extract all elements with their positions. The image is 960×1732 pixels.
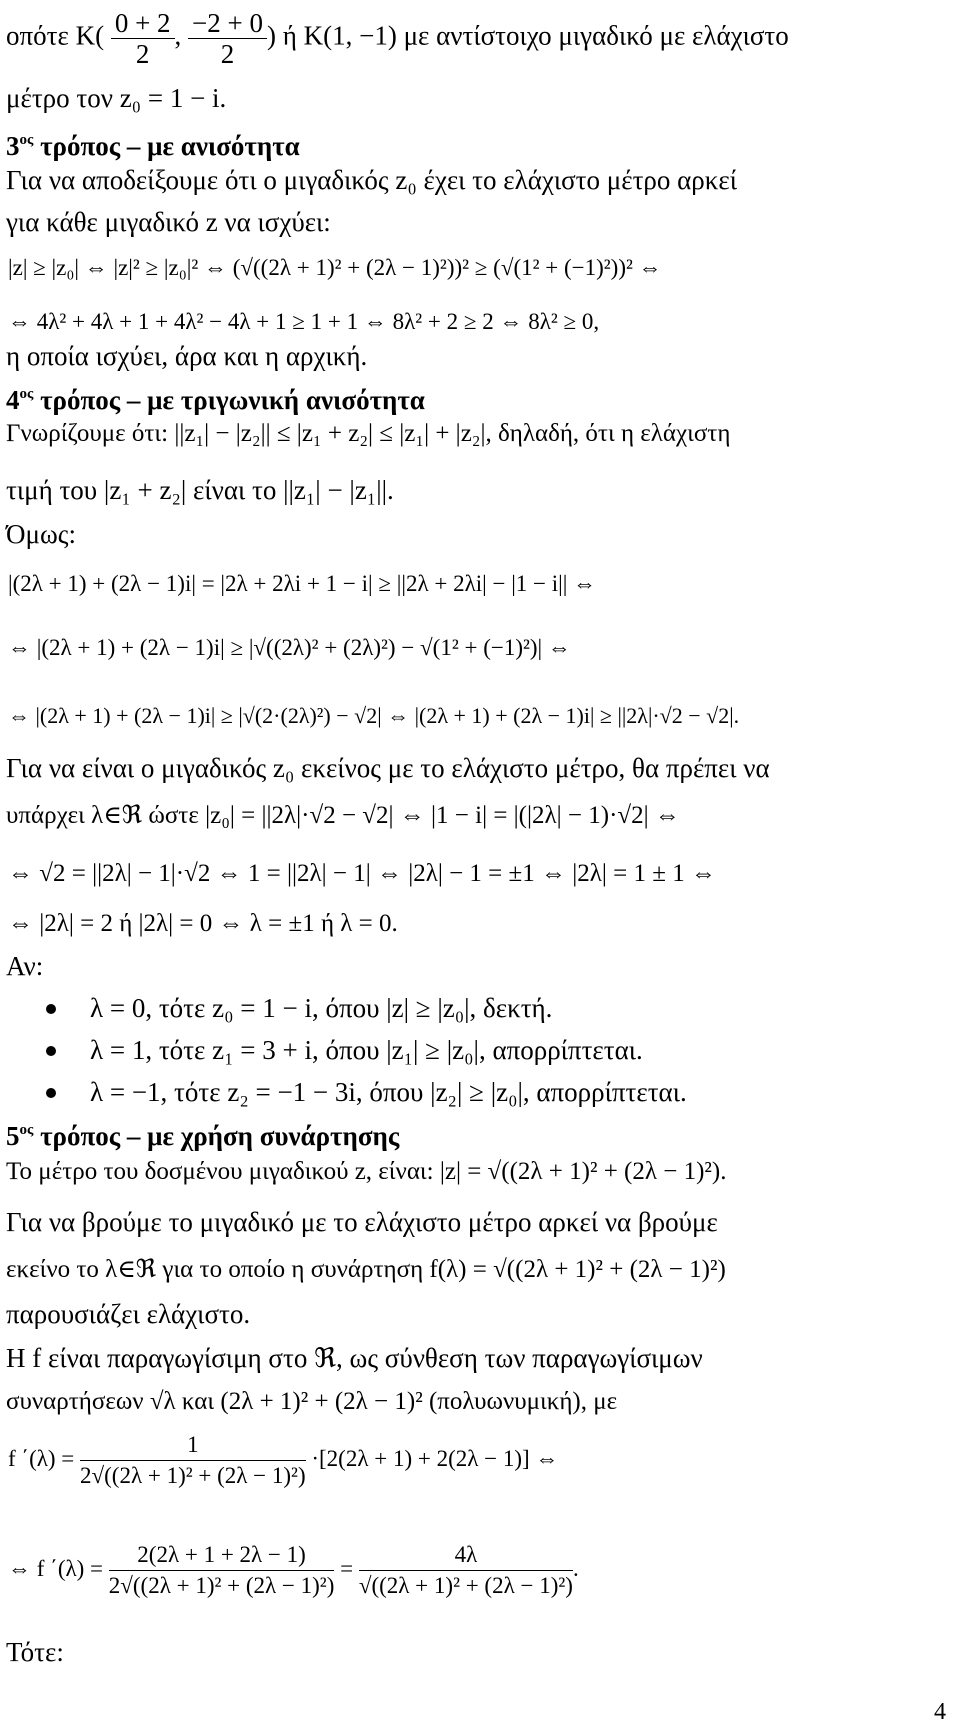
heading-number: 4 xyxy=(6,385,20,415)
denominator: √((2λ + 1)² + (2λ − 1)²) xyxy=(358,1573,573,1598)
text-segment: f ΄(λ) = xyxy=(8,1445,75,1471)
fraction xyxy=(359,1540,573,1601)
text-line: για κάθε μιγαδικό z να ισχύει: xyxy=(6,207,331,237)
equation-line: υπάρχει λ∈ℜ ώστε |z₀| = ||2λ|·√2 − √2| ⇔ |1 − i| = |(|2λ| − 1)·√2| ⇔ xyxy=(6,802,680,829)
text-segment: ⇔ f ΄(λ) = xyxy=(8,1555,104,1581)
section-heading-method-3 xyxy=(6,124,300,162)
fraction xyxy=(80,1430,306,1491)
text-line: παρουσιάζει ελάχιστο. xyxy=(6,1299,251,1329)
text-segment: , xyxy=(174,20,182,51)
denominator: 2√((2λ + 1)² + (2λ − 1)²) xyxy=(108,1573,335,1598)
equation-line: ⇔ |(2λ + 1) + (2λ − 1)i| ≥ |√(2·(2λ)²) − √2| ⇔ |(2λ + 1) + (2λ − 1)i| ≥ ||2λ|·√2 − √2|. xyxy=(8,703,740,728)
fraction xyxy=(109,1540,335,1601)
bullet-icon xyxy=(46,1004,56,1014)
text-segment: ·[2(2λ + 1) + 2(2λ − 1)] ⇔ xyxy=(311,1445,559,1471)
list-item: λ = 1, τότε z₁ = 3 + i, όπου |z₁| ≥ |z₀|, απορρίπτεται. xyxy=(90,1035,643,1065)
equation-line: ⇔ |(2λ + 1) + (2λ − 1)i| ≥ |√((2λ)² + (2λ)²) − √(1² + (−1)²)| ⇔ xyxy=(8,635,571,660)
heading-sup: ος xyxy=(19,386,34,402)
numerator: 2(2λ + 1 + 2λ − 1) xyxy=(109,1540,335,1571)
section-heading-method-4 xyxy=(6,378,425,416)
text-line: Τότε: xyxy=(6,1637,64,1667)
fraction-y xyxy=(188,8,267,69)
numerator: −2 + 0 xyxy=(188,8,267,39)
text-segment: οπότε Κ( xyxy=(6,20,105,51)
text-segment: ) ή Κ(1, −1) με αντίστοιχο μιγαδικό με ελάχιστο xyxy=(267,20,789,51)
list-item: λ = −1, τότε z₂ = −1 − 3i, όπου |z₂| ≥ |z₀|, απορρίπτεται. xyxy=(90,1077,687,1107)
derivative-line-1 xyxy=(8,1430,558,1491)
heading-sup: ος xyxy=(19,132,34,148)
bullet-icon xyxy=(46,1046,56,1056)
text-line: Για να βρούμε το μιγαδικό με το ελάχιστο μέτρο αρκεί να βρούμε xyxy=(6,1207,718,1237)
heading-text: τρόπος – με ανισότητα xyxy=(33,131,300,161)
text-segment: = xyxy=(340,1555,354,1581)
text-line: Γνωρίζουμε ότι: ||z₁| − |z₂|| ≤ |z₁ + z₂| ≤ |z₁| + |z₂|, δηλαδή, ότι η ελάχιστη xyxy=(6,420,731,447)
heading-text: τρόπος – με τριγωνική ανισότητα xyxy=(33,385,425,415)
text-line: Αν: xyxy=(6,951,44,981)
heading-number: 3 xyxy=(6,131,20,161)
heading-sup: ος xyxy=(19,1122,34,1138)
text-segment: . xyxy=(572,1555,579,1581)
heading-number: 5 xyxy=(6,1121,20,1151)
text-line: συναρτήσεων √λ και (2λ + 1)² + (2λ − 1)² (πολυωνυμική), με xyxy=(6,1388,618,1415)
numerator: 0 + 2 xyxy=(111,8,175,39)
fraction-x xyxy=(111,8,175,69)
equation-line: ⇔ |2λ| = 2 ή |2λ| = 0 ⇔ λ = ±1 ή λ = 0. xyxy=(8,910,398,937)
denominator: 2 xyxy=(135,39,150,69)
equation-line: |(2λ + 1) + (2λ − 1)i| = |2λ + 2λi + 1 − i| ≥ ||2λ + 2λi| − |1 − i|| ⇔ xyxy=(8,571,597,596)
section-heading-method-5 xyxy=(6,1114,399,1152)
text-line: η οποία ισχύει, άρα και η αρχική. xyxy=(6,341,368,371)
derivative-line-2 xyxy=(8,1540,579,1601)
bullet-icon xyxy=(46,1088,56,1098)
equation-line: |z| ≥ |z₀| ⇔ |z|² ≥ |z₀|² ⇔ (√((2λ + 1)² + (2λ − 1)²))² ≥ (√(1² + (−1)²))² ⇔ xyxy=(8,255,662,280)
text-line: μέτρο τον z₀ = 1 − i. xyxy=(6,83,227,113)
denominator: 2√((2λ + 1)² + (2λ − 1)²) xyxy=(80,1463,306,1488)
text-line: Για να είναι ο μιγαδικός z₀ εκείνος με το ελάχιστο μέτρο, θα πρέπει να xyxy=(6,753,770,783)
text-line: Όμως: xyxy=(6,519,76,549)
text-line: Το μέτρο του δοσμένου μιγαδικού z, είναι: |z| = √((2λ + 1)² + (2λ − 1)²). xyxy=(6,1158,727,1185)
text-line: εκείνο το λ∈ℜ για το οποίο η συνάρτηση f(λ) = √((2λ + 1)² + (2λ − 1)²) xyxy=(6,1256,726,1283)
text-line-point-k xyxy=(6,8,789,69)
numerator: 4λ xyxy=(359,1540,573,1571)
denominator: 2 xyxy=(220,39,235,69)
text-line: Η f είναι παραγωγίσιμη στο ℜ, ως σύνθεση των παραγωγίσιμων xyxy=(6,1343,703,1373)
heading-text: τρόπος – με χρήση συνάρτησης xyxy=(33,1121,400,1151)
equation-line: ⇔ 4λ² + 4λ + 1 + 4λ² − 4λ + 1 ≥ 1 + 1 ⇔ 8λ² + 2 ≥ 2 ⇔ 8λ² ≥ 0, xyxy=(8,309,600,334)
numerator: 1 xyxy=(80,1430,306,1461)
page-number: 4 xyxy=(934,1699,946,1725)
list-item: λ = 0, τότε z₀ = 1 − i, όπου |z| ≥ |z₀|, δεκτή. xyxy=(90,993,553,1023)
text-line: τιμή του |z₁ + z₂| είναι το ||z₁| − |z₁||. xyxy=(6,475,394,505)
text-line: Για να αποδείξουμε ότι ο μιγαδικός z₀ έχει το ελάχιστο μέτρο αρκεί xyxy=(6,165,737,195)
equation-line: ⇔ √2 = ||2λ| − 1|·√2 ⇔ 1 = ||2λ| − 1| ⇔ |2λ| − 1 = ±1 ⇔ |2λ| = 1 ± 1 ⇔ xyxy=(8,860,716,887)
